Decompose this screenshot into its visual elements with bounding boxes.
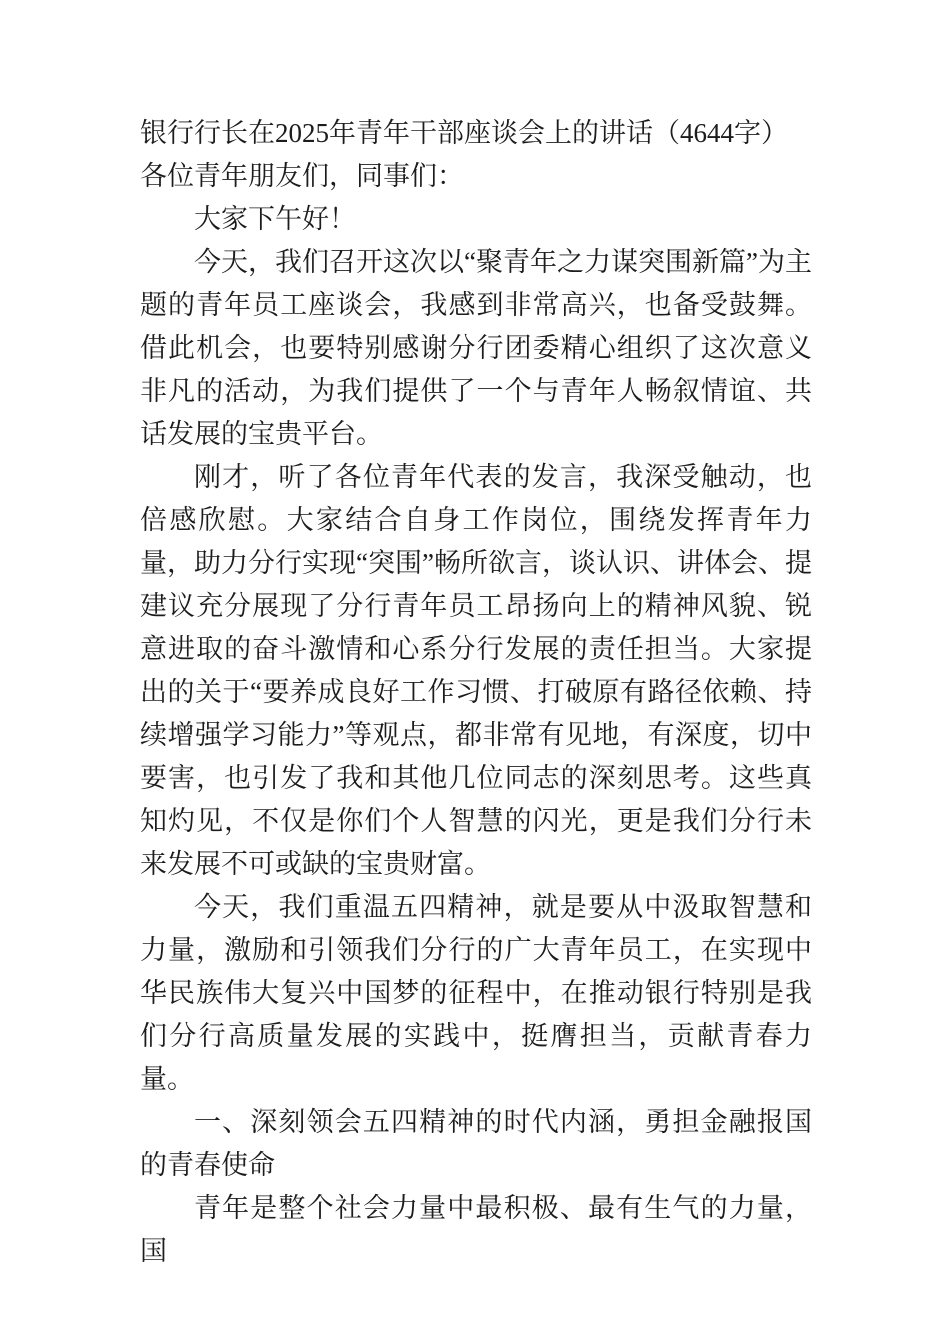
paragraph: 今天，我们召开这次以“聚青年之力谋突围新篇”为主题的青年员工座谈会，我感到非常高兴，也备受鼓舞。借此机会，也要特别感谢分行团委精心组织了这次意义非凡的活动，为我们提供了一个与青年人畅叙情谊、共话发展的宝贵平台。 [140,247,812,449]
section-heading: 一、深刻领会五四精神的时代内涵，勇担金融报国的青春使命 [140,1107,812,1180]
paragraph: 今天，我们重温五四精神，就是要从中汲取智慧和力量，激励和引领我们分行的广大青年员工，在实现中华民族伟大复兴中国梦的征程中，在推动银行特别是我们分行高质量发展的实践中，挺膺担当，贡献青春力量。 [140,892,812,1094]
paragraph: 青年是整个社会力量中最积极、最有生气的力量，国 [140,1193,812,1266]
paragraphs [140,155,812,1273]
paragraph: 大家下午好！ [194,204,356,234]
paragraph: 刚才，听了各位青年代表的发言，我深受触动，也倍感欣慰。大家结合自身工作岗位，围绕发挥青年力量，助力分行实现“突围”畅所欲言，谈认识、讲体会、提建议充分展现了分行青年员工昂扬向上的精神风貌、锐意进取的奋斗激情和心系分行发展的责任担当。大家提出的关于“要养成良好工作习惯、打破原有路径依赖、持续增强学习能力”等观点，都非常有见地，有深度，切中要害，也引发了我和其他几位同志的深刻思考。这些真知灼见，不仅是你们个人智慧的闪光，更是我们分行未来发展不可或缺的宝贵财富。 [140,462,812,879]
document-title: 银行行长在2025年青年干部座谈会上的讲话（4644字） [140,118,788,148]
paragraph: 各位青年朋友们，同事们： [140,161,464,191]
